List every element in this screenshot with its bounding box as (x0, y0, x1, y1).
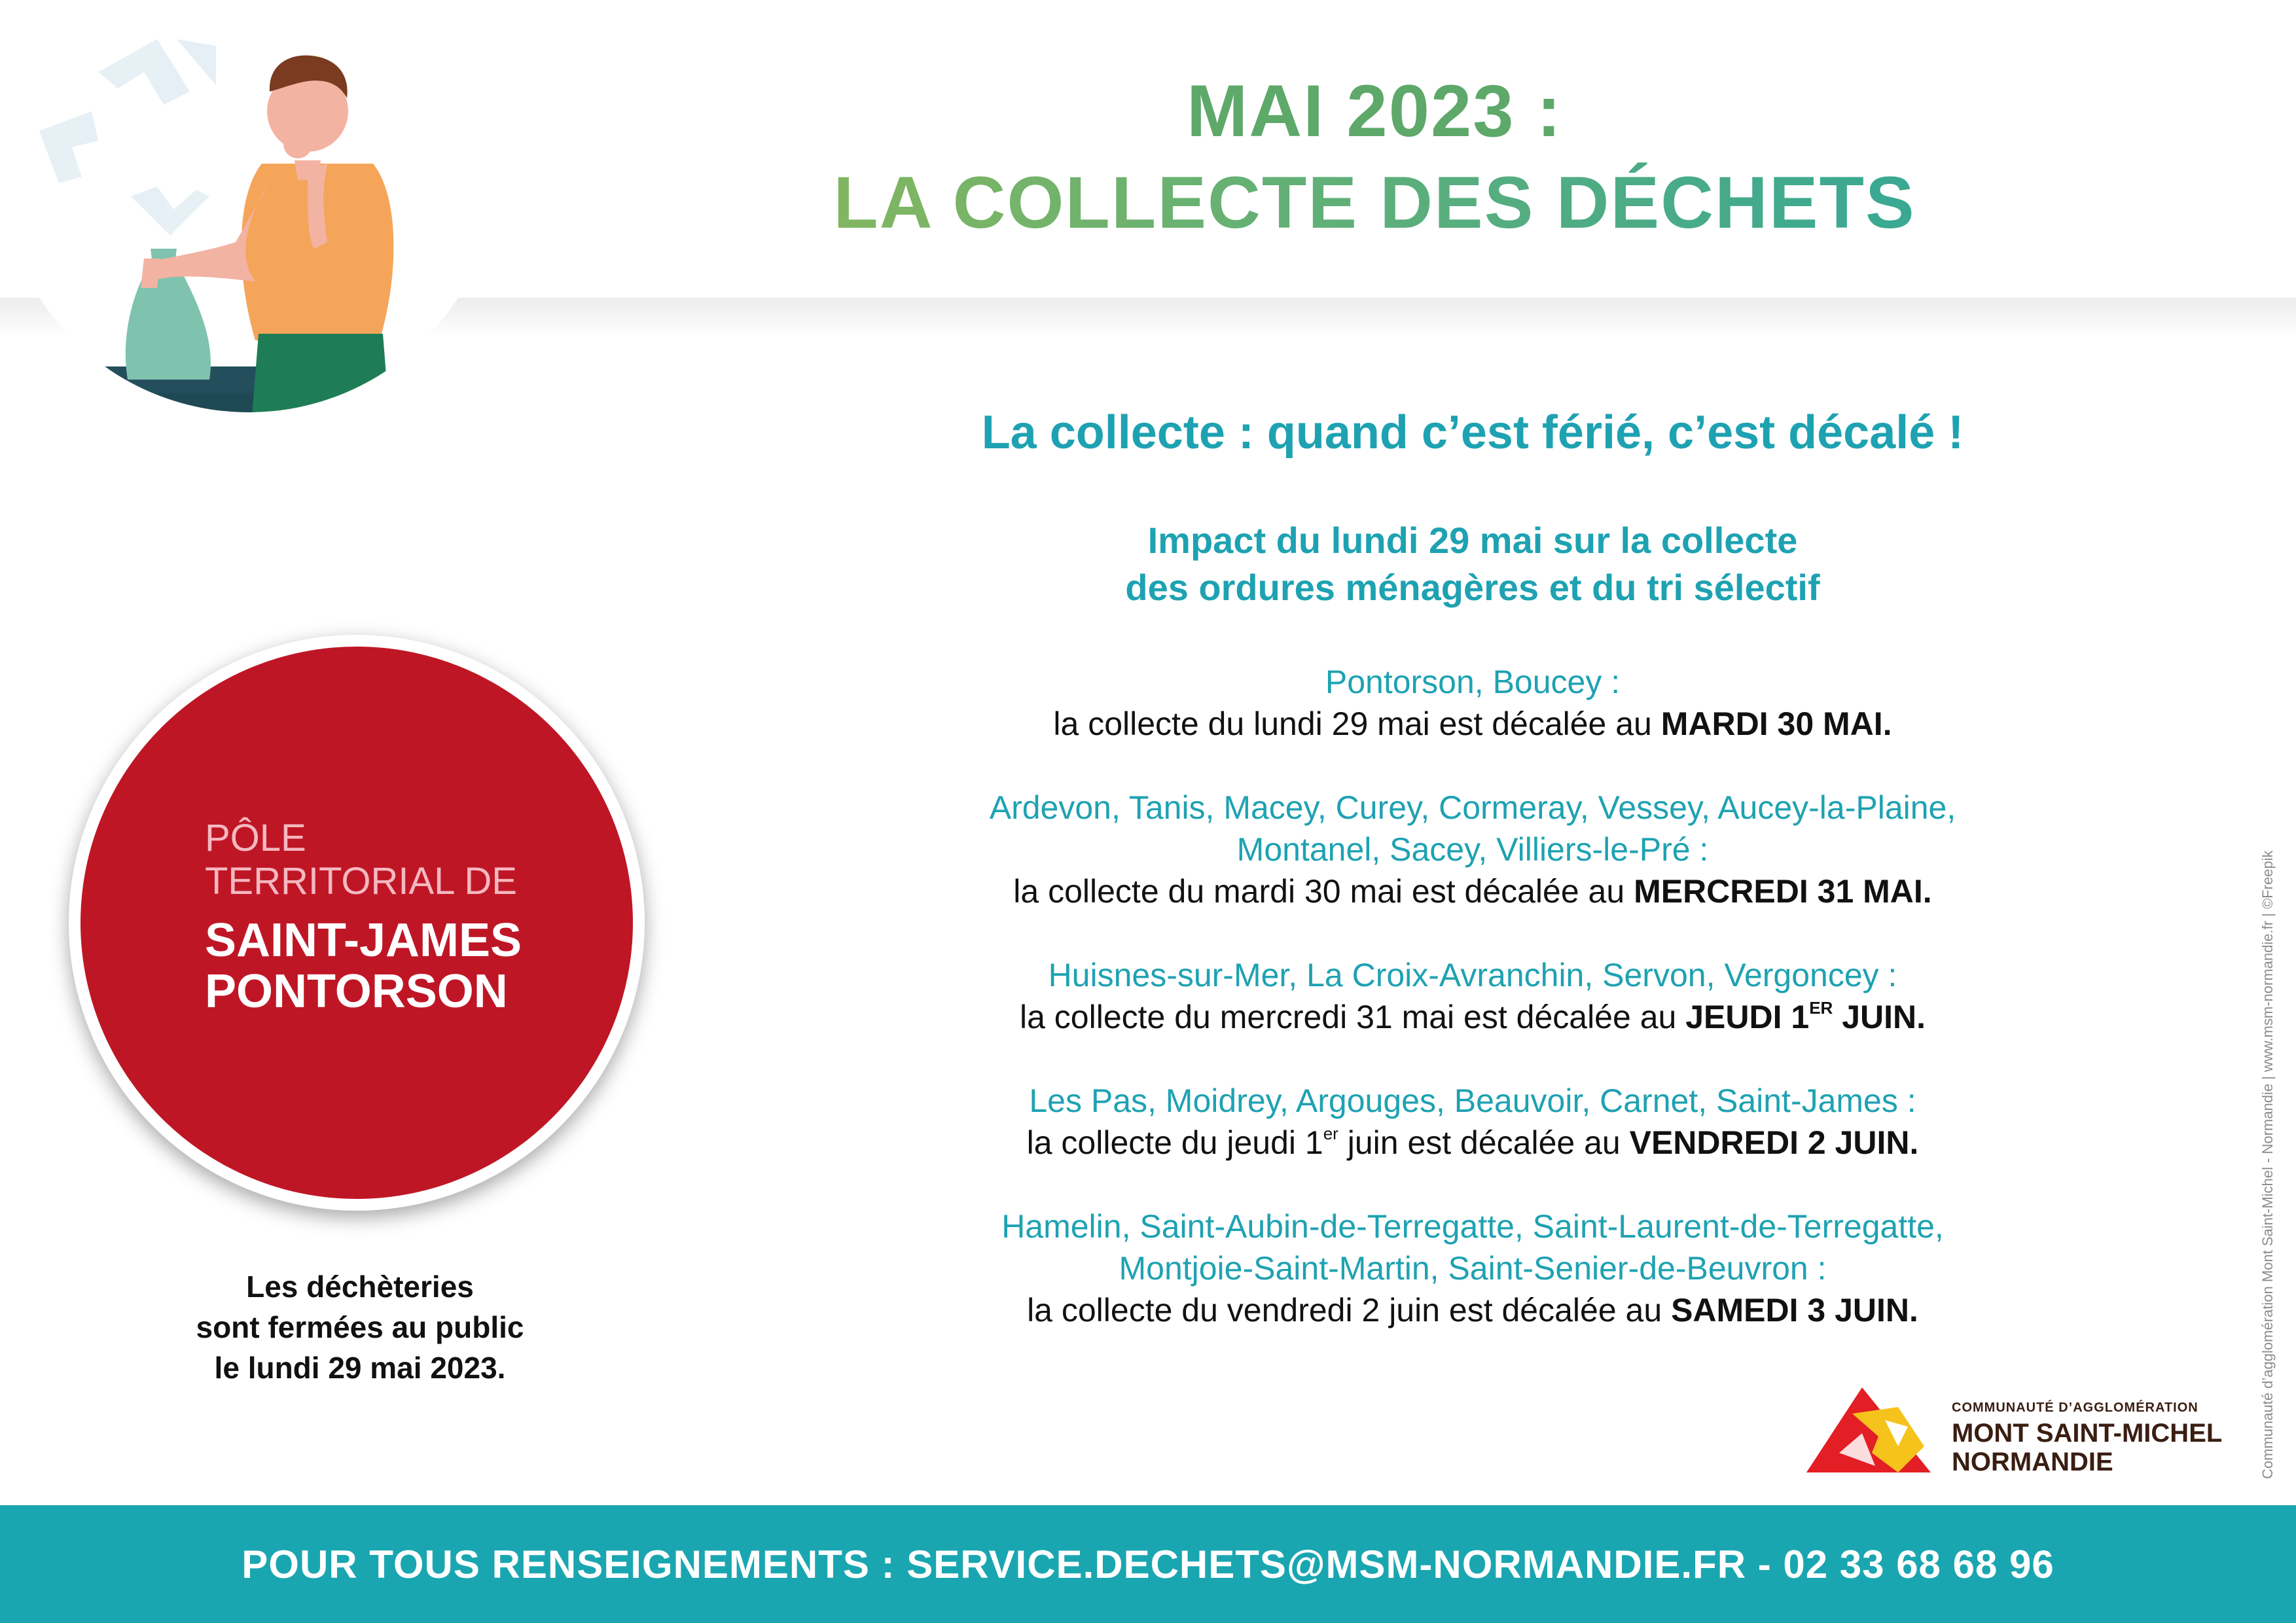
schedule-list (851, 661, 2094, 1373)
pole-line4: PONTORSON (205, 965, 508, 1018)
logo-line1: COMMUNAUTÉ D’AGGLOMÉRATION (1952, 1400, 2198, 1415)
towns: Montanel, Sacey, Villiers-le-Pré : (1236, 831, 1709, 868)
schedule-text: la collecte du mercredi 31 mai est décalée au (1019, 999, 1677, 1035)
new-day: SAMEDI 3 JUIN. (1671, 1292, 1918, 1329)
impact-line2: des ordures ménagères et du tri sélectif (1125, 567, 1820, 608)
schedule-line (851, 1289, 2094, 1331)
towns: Hamelin, Saint-Aubin-de-Terregatte, Saint-Laurent-de-Terregatte, (1001, 1208, 1944, 1245)
pole-territorial-badge (69, 635, 645, 1211)
vertical-credit: Communauté d’agglomération Mont Saint-Michel - Normandie | www.msm-normandie.fr | ©Freepik (2259, 850, 2276, 1479)
subtitle: La collecte : quand c’est férié, c’est décalé ! (981, 406, 1964, 459)
schedule-text-sup: er (1323, 1124, 1338, 1143)
schedule-line (851, 996, 2094, 1038)
logo-line3: NORMANDIE (1952, 1448, 2113, 1476)
page-title-line2: LA COLLECTE DES DÉCHETS (687, 160, 2062, 245)
new-day-part: JEUDI 1 (1685, 999, 1810, 1035)
schedule-entry-3 (851, 954, 2094, 1038)
decheteries-line3: le lundi 29 mai 2023. (214, 1351, 506, 1385)
new-day: VENDREDI 2 JUIN. (1629, 1124, 1919, 1161)
pole-circle (81, 647, 633, 1199)
towns: Montjoie-Saint-Martin, Saint-Senier-de-Beuvron : (1119, 1250, 1827, 1287)
footer-contact: POUR TOUS RENSEIGNEMENTS : SERVICE.DECHETS@MSM-NORMANDIE.FR - 02 33 68 68 96 (242, 1543, 2054, 1586)
new-day (1685, 999, 1926, 1035)
decheteries-notice (151, 1266, 569, 1388)
towns: Les Pas, Moidrey, Argouges, Beauvoir, Carnet, Saint-James : (1029, 1082, 1916, 1119)
new-day: MARDI 30 MAI. (1660, 705, 1892, 742)
towns: Pontorson, Boucey : (1325, 664, 1621, 700)
logo-line2: MONT SAINT-MICHEL (1952, 1419, 2223, 1448)
new-day-sup: ER (1809, 998, 1833, 1018)
new-day: MERCREDI 31 MAI. (1634, 873, 1932, 910)
illustration-man-with-trash-bag (0, 0, 497, 458)
pole-line2: TERRITORIAL DE (205, 860, 517, 902)
schedule-text: la collecte du lundi 29 mai est décalée au (1053, 705, 1652, 742)
msm-normandie-logo (1800, 1374, 2225, 1479)
impact-heading (851, 517, 2094, 611)
new-day-part: JUIN. (1833, 999, 1926, 1035)
page-title-line1: MAI 2023 : (1187, 70, 1562, 152)
pole-line1: PÔLE (205, 817, 306, 859)
schedule-entry-4 (851, 1080, 2094, 1164)
trousers (249, 334, 393, 458)
schedule-text: la collecte du jeudi 1 (1026, 1124, 1323, 1161)
pole-line3: SAINT-JAMES (205, 914, 522, 967)
decheteries-line1: Les déchèteries (246, 1270, 474, 1304)
schedule-line (851, 870, 2094, 912)
towns: Ardevon, Tanis, Macey, Curey, Cormeray, Vessey, Aucey-la-Plaine, (989, 789, 1956, 826)
towns: Huisnes-sur-Mer, La Croix-Avranchin, Servon, Vergoncey : (1048, 957, 1897, 993)
schedule-entry-1 (851, 661, 2094, 745)
footer-bar (0, 1505, 2296, 1623)
schedule-entry-2 (851, 787, 2094, 912)
impact-line1: Impact du lundi 29 mai sur la collecte (1147, 520, 1798, 561)
logo-mark-icon (1800, 1374, 1944, 1479)
schedule-entry-5 (851, 1205, 2094, 1331)
decheteries-line2: sont fermées au public (196, 1310, 524, 1344)
schedule-line (851, 703, 2094, 745)
schedule-text: la collecte du vendredi 2 juin est décalée au (1027, 1292, 1662, 1329)
schedule-line (851, 1122, 2094, 1164)
schedule-text: juin est décalée au (1338, 1124, 1621, 1161)
schedule-text: la collecte du mardi 30 mai est décalée au (1013, 873, 1625, 910)
